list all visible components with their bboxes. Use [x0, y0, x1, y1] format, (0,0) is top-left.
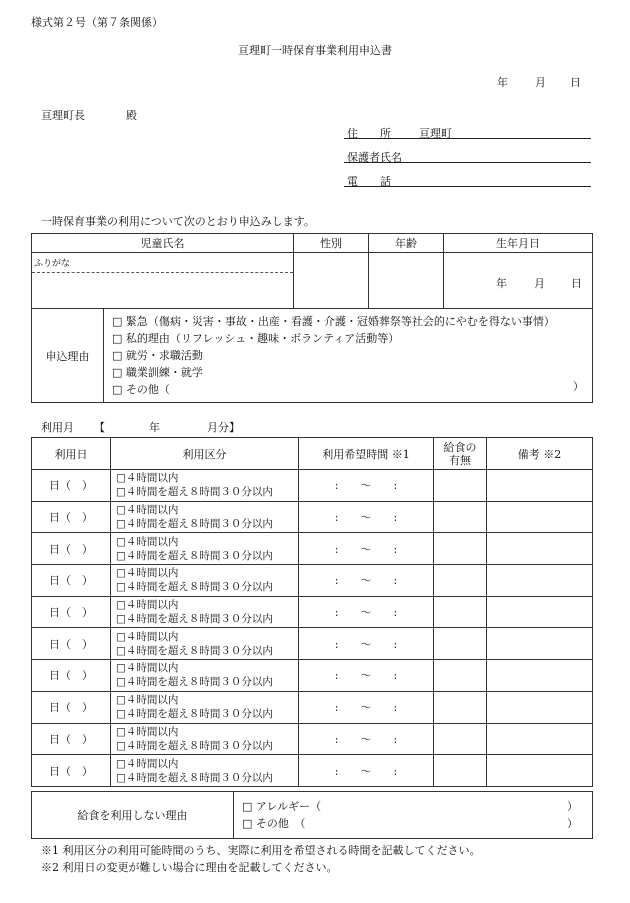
meal-cell[interactable]: [434, 501, 487, 533]
meal-header-line2: 有無: [449, 453, 471, 467]
category-option-under4h[interactable]: □４時間以内: [116, 694, 179, 707]
category-option-4to8h[interactable]: □４時間を超え８時間３０分以内: [116, 644, 273, 657]
category-option-4to8h[interactable]: □４時間を超え８時間３０分以内: [116, 518, 273, 531]
usage-date-cell[interactable]: 日（ ）: [32, 691, 111, 723]
note-cell[interactable]: [487, 470, 593, 502]
date-year-label: 年: [497, 76, 508, 89]
child-name-header: 児童氏名: [32, 234, 294, 253]
address-label: 住 所: [347, 127, 391, 140]
category-option-under4h[interactable]: □４時間以内: [116, 535, 179, 548]
table-row: [32, 470, 593, 502]
usage-category-cell: [111, 596, 299, 628]
category-option-4to8h[interactable]: □４時間を超え８時間３０分以内: [116, 739, 273, 752]
sex-cell[interactable]: [294, 253, 369, 309]
intro-text: 一時保育事業の利用について次のとおり申込みします。: [41, 215, 315, 228]
child-info-table: [31, 233, 593, 403]
age-header: 年齢: [369, 234, 444, 253]
usage-category-cell: [111, 565, 299, 597]
usage-time-cell[interactable]: : ～ :: [299, 470, 434, 502]
reason-option-work[interactable]: □ 就労・求職活動: [112, 349, 203, 362]
no-meal-allergy-close: ）: [567, 800, 578, 813]
birth-month-label: 月: [534, 277, 545, 290]
note-cell[interactable]: [487, 755, 593, 787]
usage-date-header: 利用日: [32, 438, 111, 470]
meal-cell[interactable]: [434, 533, 487, 565]
meal-cell[interactable]: [434, 565, 487, 597]
usage-date-cell[interactable]: 日（ ）: [32, 565, 111, 597]
note-cell[interactable]: [487, 628, 593, 660]
usage-category-header: 利用区分: [111, 438, 299, 470]
reason-option-private[interactable]: □ 私的理由（リフレッシュ・趣味・ボランティア活動等）: [112, 332, 400, 345]
usage-month-month: 月分】: [207, 421, 240, 434]
phone-label: 電 話: [347, 175, 391, 188]
page-title: 亘理町一時保育事業利用申込書: [238, 44, 392, 57]
meal-cell[interactable]: [434, 755, 487, 787]
usage-month-label: 利用月: [41, 421, 74, 434]
category-option-4to8h[interactable]: □４時間を超え８時間３０分以内: [116, 486, 273, 499]
table-row: [32, 628, 593, 660]
meal-cell[interactable]: [434, 596, 487, 628]
table-row: [32, 723, 593, 755]
usage-date-cell[interactable]: 日（ ）: [32, 660, 111, 692]
reason-option-training[interactable]: □ 職業訓練・就学: [112, 366, 203, 379]
no-meal-table: [31, 791, 593, 839]
no-meal-options: [234, 792, 593, 839]
guardian-name-label: 保護者氏名: [347, 151, 402, 164]
note-cell[interactable]: [487, 660, 593, 692]
usage-category-cell: [111, 691, 299, 723]
meal-cell[interactable]: [434, 723, 487, 755]
no-meal-other-close: ）: [567, 817, 578, 830]
category-option-4to8h[interactable]: □４時間を超え８時間３０分以内: [116, 613, 273, 626]
birth-year-label: 年: [496, 277, 507, 290]
category-option-under4h[interactable]: □４時間以内: [116, 757, 179, 770]
category-option-under4h[interactable]: □４時間以内: [116, 504, 179, 517]
category-option-4to8h[interactable]: □４時間を超え８時間３０分以内: [116, 581, 273, 594]
note-cell[interactable]: [487, 565, 593, 597]
usage-category-cell: [111, 470, 299, 502]
date-day-label: 日: [570, 76, 581, 89]
usage-time-cell[interactable]: : ～ :: [299, 628, 434, 660]
form-number: 様式第２号（第７条関係）: [31, 16, 163, 29]
usage-category-cell: [111, 533, 299, 565]
child-name-cell[interactable]: [32, 253, 294, 309]
usage-date-cell[interactable]: 日（ ）: [32, 755, 111, 787]
usage-category-cell: [111, 755, 299, 787]
reason-other-close: ）: [573, 380, 584, 393]
usage-time-cell[interactable]: : ～ :: [299, 533, 434, 565]
category-option-4to8h[interactable]: □４時間を超え８時間３０分以内: [116, 676, 273, 689]
meal-header-line1: 給食の: [443, 440, 477, 454]
category-option-4to8h[interactable]: □４時間を超え８時間３０分以内: [116, 708, 273, 721]
category-option-under4h[interactable]: □４時間以内: [116, 662, 179, 675]
table-row: [32, 565, 593, 597]
address-value[interactable]: 亘理町: [419, 127, 452, 140]
usage-time-cell[interactable]: : ～ :: [299, 501, 434, 533]
footnote-1: ※1 利用区分の利用可能時間のうち、実際に利用を希望される時間を記載してください。: [41, 844, 481, 857]
usage-table: [31, 437, 593, 787]
sex-header: 性別: [294, 234, 369, 253]
usage-time-cell[interactable]: : ～ :: [299, 691, 434, 723]
usage-time-header: 利用希望時間 ※1: [299, 438, 434, 470]
age-cell[interactable]: [369, 253, 444, 309]
address-underline: [344, 138, 591, 139]
category-option-under4h[interactable]: □４時間以内: [116, 567, 179, 580]
table-row: [32, 596, 593, 628]
note-header: 備考 ※2: [487, 438, 593, 470]
reason-options: [104, 309, 593, 403]
meal-cell[interactable]: [434, 470, 487, 502]
meal-cell[interactable]: [434, 660, 487, 692]
reason-option-other[interactable]: □ その他（: [112, 383, 170, 396]
meal-cell[interactable]: [434, 628, 487, 660]
usage-month-open-bracket: 【: [94, 421, 105, 434]
usage-category-cell: [111, 723, 299, 755]
usage-category-cell: [111, 660, 299, 692]
table-row: [32, 660, 593, 692]
usage-category-cell: [111, 501, 299, 533]
birth-day-label: 日: [571, 277, 582, 290]
note-cell[interactable]: [487, 501, 593, 533]
reason-label: 申込理由: [32, 309, 104, 403]
category-option-4to8h[interactable]: □４時間を超え８時間３０分以内: [116, 771, 273, 784]
usage-date-cell[interactable]: 日（ ）: [32, 533, 111, 565]
meal-header: [434, 438, 487, 470]
usage-category-cell: [111, 628, 299, 660]
usage-time-cell[interactable]: : ～ :: [299, 723, 434, 755]
usage-date-cell[interactable]: 日（ ）: [32, 596, 111, 628]
note-cell[interactable]: [487, 596, 593, 628]
usage-date-cell[interactable]: 日（ ）: [32, 470, 111, 502]
usage-time-cell[interactable]: : ～ :: [299, 565, 434, 597]
addressee-name: 亘理町長: [41, 109, 85, 122]
usage-date-cell[interactable]: 日（ ）: [32, 628, 111, 660]
note-cell[interactable]: [487, 723, 593, 755]
table-row: [32, 501, 593, 533]
usage-time-cell[interactable]: : ～ :: [299, 596, 434, 628]
table-row: [32, 533, 593, 565]
category-option-under4h[interactable]: □４時間以内: [116, 725, 179, 738]
note-cell[interactable]: [487, 533, 593, 565]
no-meal-label: 給食を利用しない理由: [32, 792, 234, 839]
usage-date-cell[interactable]: 日（ ）: [32, 501, 111, 533]
date-month-label: 月: [535, 76, 546, 89]
category-option-4to8h[interactable]: □４時間を超え８時間３０分以内: [116, 549, 273, 562]
phone-underline[interactable]: [344, 186, 591, 187]
meal-cell[interactable]: [434, 691, 487, 723]
usage-month-year: 年: [149, 421, 160, 434]
table-row: [32, 755, 593, 787]
birthdate-cell[interactable]: [444, 253, 593, 309]
birthdate-header: 生年月日: [444, 234, 593, 253]
note-cell[interactable]: [487, 691, 593, 723]
category-option-under4h[interactable]: □４時間以内: [116, 630, 179, 643]
category-option-under4h[interactable]: □４時間以内: [116, 599, 179, 612]
furigana-divider: [32, 272, 293, 273]
table-row: [32, 691, 593, 723]
no-meal-option-allergy[interactable]: □ アレルギー（: [242, 800, 322, 813]
usage-time-cell[interactable]: : ～ :: [299, 660, 434, 692]
furigana-label: ふりがな: [34, 259, 71, 269]
footnote-2: ※2 利用日の変更が難しい場合に理由を記載してください。: [41, 861, 338, 874]
usage-date-cell[interactable]: 日（ ）: [32, 723, 111, 755]
guardian-name-underline[interactable]: [344, 162, 591, 163]
usage-time-cell[interactable]: : ～ :: [299, 755, 434, 787]
addressee-honorific: 殿: [126, 109, 137, 122]
category-option-under4h[interactable]: □４時間以内: [116, 472, 179, 485]
no-meal-option-other[interactable]: □ その他 （: [242, 817, 306, 830]
reason-option-emergency[interactable]: □ 緊急（傷病・災害・事故・出産・看護・介護・冠婚葬祭等社会的にやむを得ない事情）: [112, 315, 555, 328]
